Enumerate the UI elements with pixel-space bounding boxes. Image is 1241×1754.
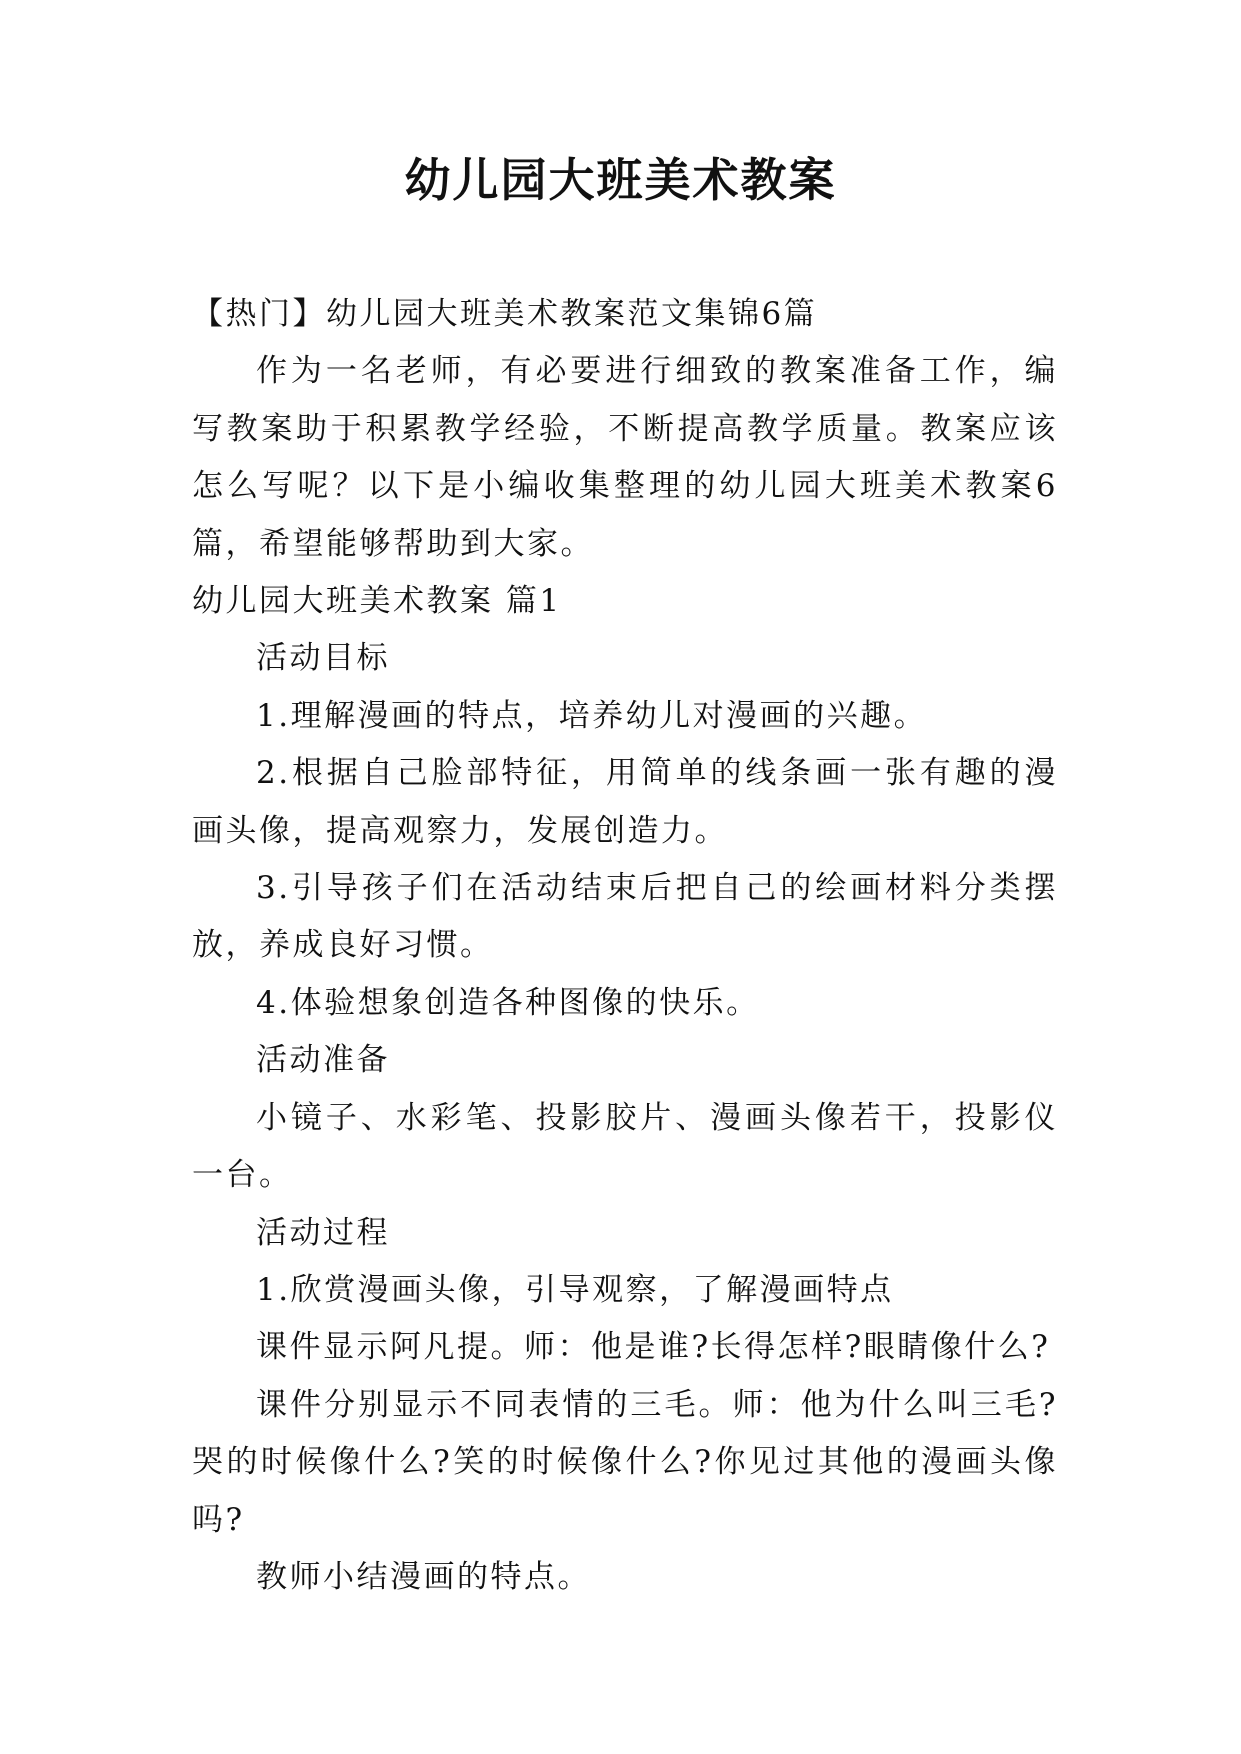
subheading-activity-preparation: 活动准备 [256,1042,390,1079]
paragraph-intro: 作为一名老师，有必要进行细致的教案准备工作，编写教案助于积累教学经验，不断提高教学质量。教案应该怎么写呢？以下是小编收集整理的幼儿园大班美术教案6篇，希望能够帮助到大家。 [192,353,1058,562]
document-body [192,286,1058,1606]
subheading-activity-process: 活动过程 [256,1214,390,1251]
goal-item-3: 3.引导孩子们在活动结束后把自己的绘画材料分类摆放，养成良好习惯。 [192,870,1058,964]
process-step-1: 1.欣赏漫画头像，引导观察，了解漫画特点 [256,1271,894,1308]
goal-item-1: 1.理解漫画的特点，培养幼儿对漫画的兴趣。 [256,697,928,734]
process-text-1: 课件显示阿凡提。师：他是谁?长得怎样?眼睛像什么? [256,1329,1051,1366]
preparation-text: 小镜子、水彩笔、投影胶片、漫画头像若干，投影仪一台。 [192,1099,1058,1194]
paragraph-subtitle: 【热门】幼儿园大班美术教案范文集锦6篇 [192,296,818,332]
subheading-activity-goals: 活动目标 [256,640,390,677]
goal-item-2: 2.根据自己脸部特征，用简单的线条画一张有趣的漫画头像，提高观察力，发展创造力。 [192,755,1058,849]
document-title: 幼儿园大班美术教案 [404,153,837,207]
process-text-3: 教师小结漫画的特点。 [256,1558,591,1595]
goal-item-4: 4.体验想象创造各种图像的快乐。 [256,984,760,1021]
process-text-2: 课件分别显示不同表情的三毛。师：他为什么叫三毛?哭的时候像什么?笑的时候像什么?你见过其他的漫画头像吗? [192,1386,1058,1538]
section-heading: 幼儿园大班美术教案 篇1 [192,583,562,620]
